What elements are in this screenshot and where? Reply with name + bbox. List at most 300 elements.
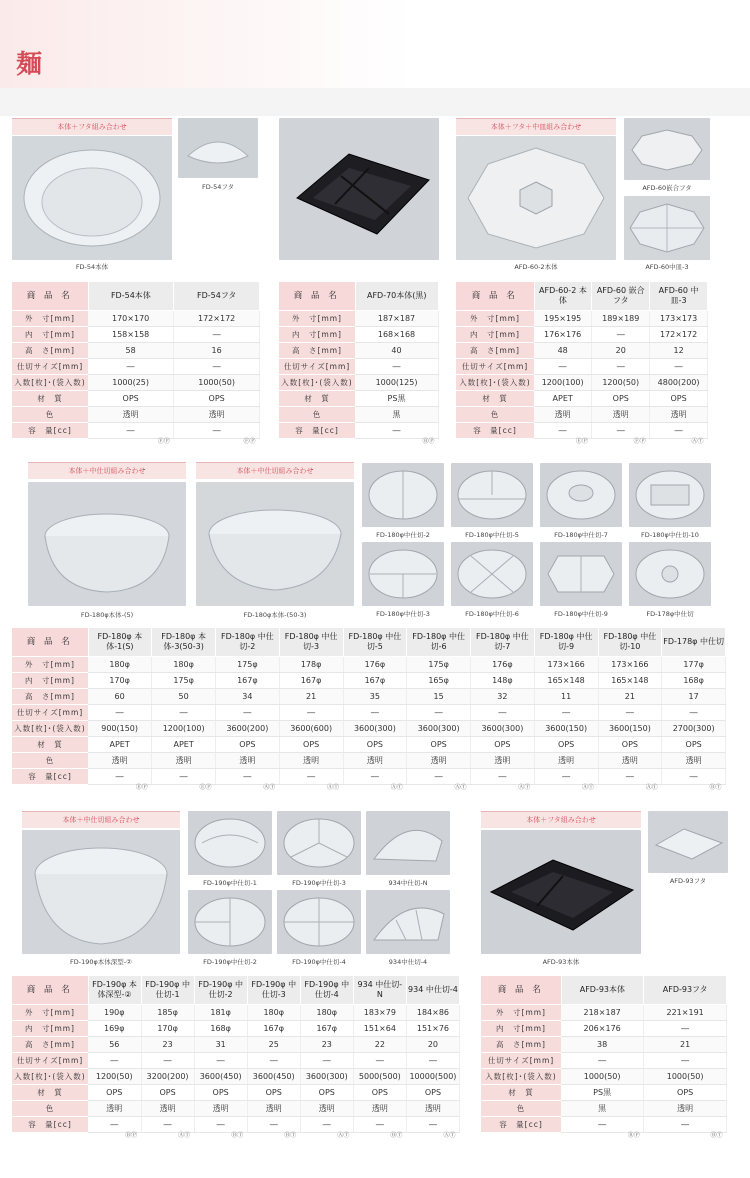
table-row (481, 1004, 727, 1020)
table-cell: 透明 (247, 1100, 300, 1116)
table-cell: 175φ (216, 656, 280, 672)
table-cell: 180φ (300, 1004, 353, 1020)
table-row (279, 310, 439, 326)
table-row (456, 406, 708, 422)
table-cell: ― (353, 1052, 406, 1068)
table-cell: 183×79 (353, 1004, 406, 1020)
product-photo-fd190-p3 (277, 811, 361, 875)
marks-afd93 (481, 1130, 727, 1140)
table-cell: OPS (644, 1084, 727, 1100)
table-cell: ― (88, 358, 174, 374)
table-cell: 3600(300) (300, 1068, 353, 1084)
table-cell: OPS (88, 1084, 141, 1100)
table-cell: ― (662, 768, 726, 784)
table-cell: ― (592, 326, 650, 342)
table-row (12, 1100, 460, 1116)
table-cell: ― (644, 1020, 727, 1036)
column-header: AFD-93フタ (644, 976, 727, 1004)
table-cell: 透明 (88, 406, 174, 422)
table-row (456, 358, 708, 374)
table-cell: ― (650, 358, 708, 374)
table-cell: 透明 (174, 406, 260, 422)
table-cell: ― (534, 358, 592, 374)
table-cell: ― (592, 358, 650, 374)
row-label: 外 寸[mm] (279, 310, 355, 326)
table-cell: 1000(125) (355, 374, 439, 390)
row-label: 色 (456, 406, 534, 422)
product-photo-fd180-p6 (451, 542, 533, 606)
table-cell: OPS (247, 1084, 300, 1100)
table-cell: OPS (407, 736, 471, 752)
table-cell: 187×187 (355, 310, 439, 326)
table-cell: 透明 (88, 1100, 141, 1116)
table-cell: 60 (88, 688, 152, 704)
table-row (456, 326, 708, 342)
table-row (12, 1052, 460, 1068)
material-mark: ⒷⓅ (125, 1132, 138, 1139)
table-cell: 1200(100) (152, 720, 216, 736)
material-mark: ⒶⓉ (645, 784, 658, 791)
table-cell: 透明 (141, 1100, 194, 1116)
product-photo-fd180-p5 (451, 463, 533, 527)
table-row (279, 358, 439, 374)
product-photo-fd190-p2 (188, 890, 272, 954)
table-cell: 3600(300) (407, 720, 471, 736)
product-photo-fd178-p (629, 542, 711, 606)
table-cell: 900(150) (88, 720, 152, 736)
table-cell: ― (279, 768, 343, 784)
table-row (12, 688, 726, 704)
table-cell: 178φ (279, 656, 343, 672)
table-cell: OPS (662, 736, 726, 752)
product-photo-fd180-p9 (540, 542, 622, 606)
product-photo-fd180-p10 (629, 463, 711, 527)
row-label: 材 質 (279, 390, 355, 406)
table-cell: PS黒 (561, 1084, 644, 1100)
table-cell: 透明 (279, 752, 343, 768)
table-cell: 35 (343, 688, 407, 704)
table-cell: ― (355, 422, 439, 438)
table-cell: 3600(150) (598, 720, 662, 736)
table-cell: 3600(450) (247, 1068, 300, 1084)
caption-fd54-body: FD-54本体 (75, 263, 109, 271)
table-cell: APET (152, 736, 216, 752)
material-mark: ⒶⓉ (443, 1132, 456, 1139)
table-cell: 1200(50) (592, 374, 650, 390)
row-label: 仕切サイズ[mm] (481, 1052, 561, 1068)
table-cell: OPS (343, 736, 407, 752)
material-mark: ⒷⓉ (231, 1132, 244, 1139)
table-cell: 22 (353, 1036, 406, 1052)
header-product-name: 商 品 名 (456, 282, 534, 310)
table-cell: ― (592, 422, 650, 438)
table-cell: 165×148 (598, 672, 662, 688)
table-cell: 167φ (300, 1020, 353, 1036)
table-cell: 167φ (279, 672, 343, 688)
material-mark: ⒶⓉ (518, 784, 531, 791)
row-label: 高 さ[mm] (279, 342, 355, 358)
table-cell: 173×166 (534, 656, 598, 672)
product-photo-fd190-body (22, 830, 180, 954)
product-photo-afd60-body (456, 136, 616, 260)
row-label: 材 質 (456, 390, 534, 406)
table-cell: ― (194, 1052, 247, 1068)
header-product-name: 商 品 名 (481, 976, 561, 1004)
table-cell: 透明 (644, 1100, 727, 1116)
table-cell: ― (279, 704, 343, 720)
material-mark: ⒺⓅ (575, 438, 588, 445)
table-cell: ― (88, 704, 152, 720)
table-cell: 3600(150) (534, 720, 598, 736)
table-cell: 172×172 (174, 310, 260, 326)
column-header: FD-180φ 本体-1(S) (88, 628, 152, 656)
caption-fd190-p1: FD-190φ中仕切-1 (203, 879, 257, 887)
column-header: FD-180φ 中仕切-6 (407, 628, 471, 656)
table-cell: 168×168 (355, 326, 439, 342)
row-label: 容 量[cc] (12, 422, 88, 438)
page-title: 麺 (16, 50, 45, 80)
table-cell: ― (88, 768, 152, 784)
table-row (12, 672, 726, 688)
material-mark: ⒶⓉ (178, 1132, 191, 1139)
caption-afd93-body: AFD-93本体 (542, 958, 580, 966)
material-mark: ⒻⓅ (243, 438, 256, 445)
table-cell: 黒 (561, 1100, 644, 1116)
table-cell: 1000(50) (561, 1068, 644, 1084)
table-cell: 17 (662, 688, 726, 704)
row-label: 色 (481, 1100, 561, 1116)
column-header: AFD-60 嵌合フタ (592, 282, 650, 310)
table-cell: 218×187 (561, 1004, 644, 1020)
table-cell: 173×166 (598, 656, 662, 672)
row-label: 高 さ[mm] (481, 1036, 561, 1052)
row-label: 外 寸[mm] (12, 656, 88, 672)
table-cell: 透明 (406, 1100, 459, 1116)
caption-934-n: 934中仕切-N (388, 879, 428, 887)
table-row (12, 704, 726, 720)
spec-table-fd180 (12, 628, 726, 785)
table-cell: 31 (194, 1036, 247, 1052)
combo-label-fd54: 本体＋フタ組み合わせ (12, 118, 172, 135)
column-header: FD-180φ 中仕切-3 (279, 628, 343, 656)
product-photo-afd60-lid (624, 118, 710, 180)
table-cell: 189×189 (592, 310, 650, 326)
product-photo-afd60-tray3 (624, 196, 710, 260)
table-row (12, 310, 260, 326)
table-cell: 透明 (662, 752, 726, 768)
row-label: 内 寸[mm] (279, 326, 355, 342)
table-cell: ― (88, 422, 174, 438)
row-label: 内 寸[mm] (12, 672, 88, 688)
marks-fd190 (12, 1130, 460, 1140)
table-row (481, 1100, 727, 1116)
table-cell: ― (152, 768, 216, 784)
table-cell: ― (247, 1116, 300, 1132)
table-cell: ― (534, 422, 592, 438)
table-cell: 2700(300) (662, 720, 726, 736)
table-row (12, 326, 260, 342)
table-cell: 透明 (598, 752, 662, 768)
table-cell: OPS (534, 736, 598, 752)
column-header: FD-54本体 (88, 282, 174, 310)
caption-fd180-p9: FD-180φ中仕切-9 (554, 610, 608, 618)
table-cell: 3600(600) (279, 720, 343, 736)
column-header: FD-190φ 中仕切-4 (300, 976, 353, 1004)
table-cell: 11 (534, 688, 598, 704)
table-cell: 4800(200) (650, 374, 708, 390)
table-cell: 165φ (407, 672, 471, 688)
table-cell: ― (152, 704, 216, 720)
table-cell: 190φ (88, 1004, 141, 1020)
material-mark: ⒷⓉ (710, 1132, 723, 1139)
table-cell: ― (662, 704, 726, 720)
table-row (12, 1036, 460, 1052)
table-cell: 3600(450) (194, 1068, 247, 1084)
table-cell: ― (406, 1052, 459, 1068)
table-cell: 10000(500) (406, 1068, 459, 1084)
row-label: 高 さ[mm] (456, 342, 534, 358)
row-label: 外 寸[mm] (481, 1004, 561, 1020)
table-cell: OPS (598, 736, 662, 752)
column-header: FD-190φ 中仕切-3 (247, 976, 300, 1004)
caption-934-4: 934中仕切-4 (388, 958, 428, 966)
table-row (481, 1068, 727, 1084)
table-row (12, 1020, 460, 1036)
spec-table-afd60 (456, 282, 708, 439)
table-cell: 3600(200) (216, 720, 280, 736)
row-label: 仕切サイズ[mm] (456, 358, 534, 374)
table-cell: 177φ (662, 656, 726, 672)
column-header: FD-178φ 中仕切 (662, 628, 726, 656)
column-header: FD-180φ 中仕切-9 (534, 628, 598, 656)
table-cell: OPS (279, 736, 343, 752)
table-row (12, 390, 260, 406)
table-cell: 158×158 (88, 326, 174, 342)
caption-fd180-p5: FD-180φ中仕切-5 (465, 531, 519, 539)
caption-afd60-lid: AFD-60嵌合フタ (642, 184, 692, 192)
row-label: 仕切サイズ[mm] (279, 358, 355, 374)
table-cell: 173×173 (650, 310, 708, 326)
column-header: FD-54フタ (174, 282, 260, 310)
row-label: 内 寸[mm] (12, 1020, 88, 1036)
table-row (456, 310, 708, 326)
table-row (12, 736, 726, 752)
table-cell: ― (561, 1116, 644, 1132)
table-cell: 167φ (216, 672, 280, 688)
table-cell: OPS (141, 1084, 194, 1100)
column-header: FD-190φ 本体深型-② (88, 976, 141, 1004)
table-cell: 38 (561, 1036, 644, 1052)
marks-afd70 (279, 436, 439, 446)
table-cell: ― (644, 1116, 727, 1132)
column-header: FD-190φ 中仕切-2 (194, 976, 247, 1004)
table-cell: ― (561, 1052, 644, 1068)
table-row (279, 326, 439, 342)
material-mark: ⒶⓉ (390, 784, 403, 791)
material-mark: ⒺⓅ (135, 784, 148, 791)
caption-fd190-p4: FD-190φ中仕切-4 (292, 958, 346, 966)
row-label: 外 寸[mm] (456, 310, 534, 326)
table-cell: 176×176 (534, 326, 592, 342)
combo-label-afd60: 本体＋フタ＋中皿組み合わせ (456, 118, 616, 135)
row-label: 内 寸[mm] (12, 326, 88, 342)
row-label: 材 質 (12, 390, 88, 406)
table-row (12, 406, 260, 422)
table-cell: 透明 (534, 406, 592, 422)
table-cell: ― (355, 358, 439, 374)
table-cell: 3200(200) (141, 1068, 194, 1084)
row-label: 色 (12, 1100, 88, 1116)
table-cell: OPS (650, 390, 708, 406)
caption-fd190-p2: FD-190φ中仕切-2 (203, 958, 257, 966)
table-cell: 黒 (355, 406, 439, 422)
table-cell: 176φ (343, 656, 407, 672)
table-cell: 1000(50) (644, 1068, 727, 1084)
table-cell: APET (534, 390, 592, 406)
table-cell: ― (300, 1052, 353, 1068)
table-row (456, 374, 708, 390)
combo-label-fd180-50-3: 本体＋中仕切組み合わせ (196, 462, 354, 479)
table-cell: OPS (406, 1084, 459, 1100)
table-row (279, 342, 439, 358)
row-label: 高 さ[mm] (12, 1036, 88, 1052)
table-row (12, 656, 726, 672)
table-row (12, 342, 260, 358)
caption-fd178-p: FD-178φ中仕切 (646, 610, 694, 618)
material-mark: ⒷⓉ (709, 784, 722, 791)
column-header: AFD-70本体(黒) (355, 282, 439, 310)
material-mark: ⒷⓅ (627, 1132, 640, 1139)
table-cell: 透明 (300, 1100, 353, 1116)
column-header: FD-180φ 中仕切-7 (471, 628, 535, 656)
table-row (279, 406, 439, 422)
spec-table-afd70 (279, 282, 439, 439)
table-cell: 151×76 (406, 1020, 459, 1036)
table-row (279, 374, 439, 390)
material-mark: ⒷⓅ (422, 438, 435, 445)
table-cell: 透明 (534, 752, 598, 768)
table-cell: 透明 (343, 752, 407, 768)
table-cell: 20 (406, 1036, 459, 1052)
table-cell: 12 (650, 342, 708, 358)
table-cell: 34 (216, 688, 280, 704)
table-cell: 151×64 (353, 1020, 406, 1036)
table-cell: 40 (355, 342, 439, 358)
table-cell: ― (141, 1116, 194, 1132)
row-label: 仕切サイズ[mm] (12, 1052, 88, 1068)
table-cell: 206×176 (561, 1020, 644, 1036)
material-mark: ⒶⓉ (327, 784, 340, 791)
table-cell: APET (88, 736, 152, 752)
table-cell: OPS (216, 736, 280, 752)
table-cell: 221×191 (644, 1004, 727, 1020)
table-cell: ― (644, 1052, 727, 1068)
row-label: 入数[枚]･(袋入数) (456, 374, 534, 390)
table-cell: 透明 (216, 752, 280, 768)
product-photo-fd180-p3 (362, 542, 444, 606)
row-label: 内 寸[mm] (456, 326, 534, 342)
table-cell: ― (534, 768, 598, 784)
table-cell: ― (141, 1052, 194, 1068)
table-cell: 3600(300) (471, 720, 535, 736)
header-product-name: 商 品 名 (12, 976, 88, 1004)
row-label: 入数[枚]･(袋入数) (12, 1068, 88, 1084)
table-cell: 58 (88, 342, 174, 358)
row-label: 仕切サイズ[mm] (12, 704, 88, 720)
table-row (481, 1036, 727, 1052)
row-label: 入数[枚]･(袋入数) (279, 374, 355, 390)
column-header: 934 中仕切-N (353, 976, 406, 1004)
product-photo-afd93-body (481, 830, 641, 954)
table-cell: ― (471, 768, 535, 784)
table-cell: OPS (300, 1084, 353, 1100)
material-mark: ⒷⓉ (390, 1132, 403, 1139)
table-cell: ― (174, 326, 260, 342)
spec-table-fd190 (12, 976, 460, 1133)
product-photo-fd190-p4 (277, 890, 361, 954)
combo-label-afd93: 本体＋フタ組み合わせ (481, 811, 641, 828)
material-mark: ⒺⓅ (199, 784, 212, 791)
table-cell: 1200(50) (88, 1068, 141, 1084)
material-mark: ⒶⓉ (454, 784, 467, 791)
table-cell: OPS (471, 736, 535, 752)
table-cell: 32 (471, 688, 535, 704)
row-label: 外 寸[mm] (12, 310, 88, 326)
row-label: 高 さ[mm] (12, 342, 88, 358)
table-row (12, 358, 260, 374)
table-cell: ― (174, 358, 260, 374)
row-label: 容 量[cc] (12, 1116, 88, 1132)
row-label: 容 量[cc] (279, 422, 355, 438)
table-cell: 3600(300) (343, 720, 407, 736)
table-cell: ― (598, 768, 662, 784)
table-cell: 透明 (353, 1100, 406, 1116)
table-cell: 180φ (152, 656, 216, 672)
table-cell: OPS (353, 1084, 406, 1100)
row-label: 色 (12, 752, 88, 768)
table-row (12, 1004, 460, 1020)
table-row (279, 390, 439, 406)
table-cell: 透明 (88, 752, 152, 768)
table-cell: 透明 (471, 752, 535, 768)
marks-fd180 (12, 782, 726, 792)
table-cell: 165×148 (534, 672, 598, 688)
table-cell: 48 (534, 342, 592, 358)
caption-afd93-lid: AFD-93フタ (669, 877, 707, 885)
table-cell: 176φ (471, 656, 535, 672)
table-cell: 20 (592, 342, 650, 358)
table-cell: ― (88, 1116, 141, 1132)
row-label: 材 質 (481, 1084, 561, 1100)
product-photo-934-4 (366, 890, 450, 954)
column-header: AFD-60 中皿-3 (650, 282, 708, 310)
table-cell: 56 (88, 1036, 141, 1052)
table-cell: ― (194, 1116, 247, 1132)
table-cell: ― (247, 1052, 300, 1068)
table-cell: OPS (194, 1084, 247, 1100)
caption-afd60-2-body: AFD-60-2本体 (514, 263, 558, 271)
column-header: AFD-93本体 (561, 976, 644, 1004)
column-header: FD-180φ 中仕切-10 (598, 628, 662, 656)
table-cell: 180φ (88, 656, 152, 672)
caption-fd190-p3: FD-190φ中仕切-3 (292, 879, 346, 887)
table-cell: 181φ (194, 1004, 247, 1020)
table-cell: ― (598, 704, 662, 720)
table-cell: 167φ (247, 1020, 300, 1036)
table-row (481, 1084, 727, 1100)
material-mark: ⒶⓉ (691, 438, 704, 445)
table-cell: 透明 (592, 406, 650, 422)
